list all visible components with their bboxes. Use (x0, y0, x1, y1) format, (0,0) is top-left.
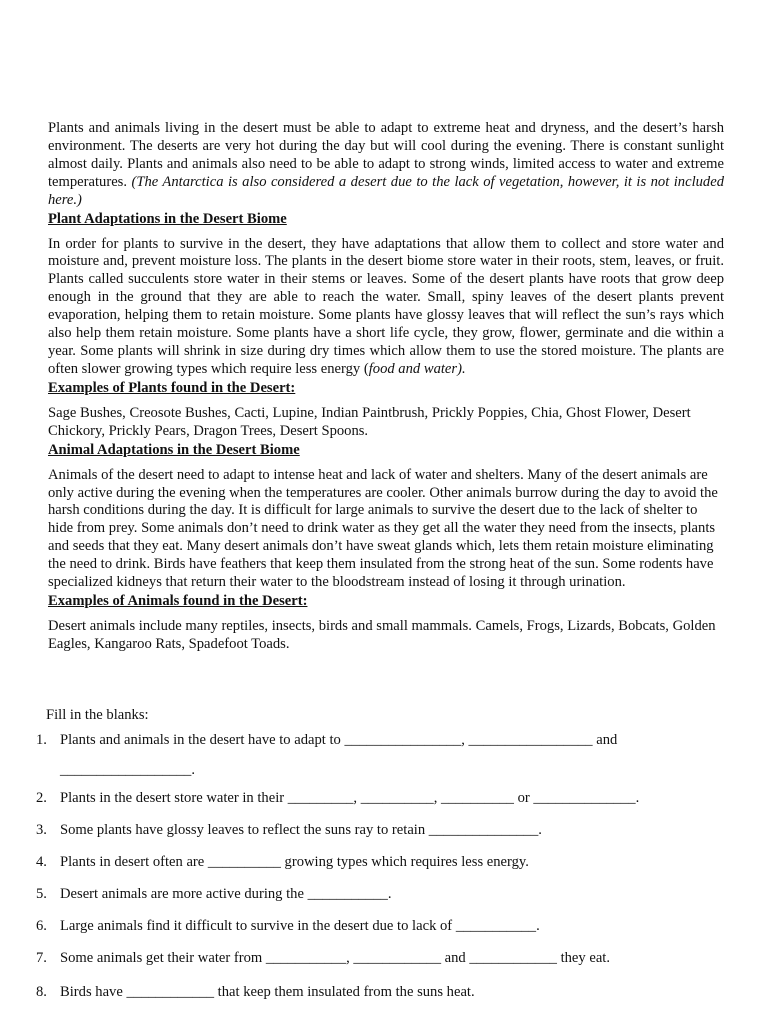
intro-italic-note: (The Antarctica is also considered a desert due to the lack of vegetation, however, it is not included here.) (48, 173, 724, 208)
question-7 (36, 949, 716, 967)
plant-adaptations-paragraph (48, 236, 724, 379)
plant-examples-paragraph: Sage Bushes, Creosote Bushes, Cacti, Lupine, Indian Paintbrush, Prickly Poppies, Chia, Ghost Flower, Desert Chickory, Prickly Pears, Dragon Trees, Desert Spoons. (48, 404, 691, 439)
question-text: Some plants have glossy leaves to reflect the suns ray to retain _______________. (60, 822, 542, 838)
question-text: Plants and animals in the desert have to adapt to ________________, _________________ and (60, 732, 618, 748)
question-5 (36, 885, 716, 903)
animal-adaptations-heading: Animal Adaptations in the Desert Biome (48, 441, 300, 458)
question-text: Plants in desert often are __________ growing types which requires less energy. (60, 854, 529, 870)
plant-examples-heading: Examples of Plants found in the Desert: (48, 379, 296, 396)
question-number: 3. (36, 822, 47, 838)
question-6 (36, 917, 716, 935)
question-3 (36, 821, 716, 839)
question-number: 7. (36, 950, 47, 966)
animal-examples-heading: Examples of Animals found in the Desert: (48, 592, 308, 609)
plant-adaptations-text: In order for plants to survive in the desert, they have adaptations that allow them to collect and store water and moisture and, prevent moisture loss. The plants in the desert biome store water in their roots, stem, leaves, or fruit. Plants called succulents store water in their stems or leaves. Some of the desert plants have roots that grow deep enough in the ground that they are able to reach the water. Small, spiny leaves of the desert plants prevent evaporation, helping them to retain moisture. Some plants have glossy leaves that will reflect the sun’s rays which also help them retain moisture. Some plants have a short life cycle, they grow, flower, germinate and die within a year. Some plants will shrink in size during dry times which allow them to use the stored moisture. The plants are often slower growing types which require less energy ( (48, 235, 724, 377)
question-number: 8. (36, 984, 47, 1000)
question-1 (36, 731, 716, 779)
animal-adaptations-paragraph: Animals of the desert need to adapt to intense heat and lack of water and shelters. Many of the desert animals are only active during the evening when the temperatures are cooler. Other animals burrow during the day to avoid the harsh conditions during the day. It is difficult for large animals to survive the desert due to the lack of shelter to hide from prey. Some animals don’t need to drink water as they get all the water they need from the insects, plants and seeds that they eat. Many desert animals don’t have sweat glands which, lets them retain moisture eliminating the need to drink. Birds have feathers that keep them insulated from the strong heat of the sun. Some rodents have specialized kidneys that return their water to the bloodstream instead of losing it through urination. (48, 466, 718, 591)
plant-adaptations-heading: Plant Adaptations in the Desert Biome (48, 210, 287, 227)
question-number: 4. (36, 854, 47, 870)
question-4 (36, 853, 716, 871)
question-text: Plants in the desert store water in their _________, __________, __________ or ______________. (60, 790, 640, 806)
question-text: Some animals get their water from ___________, ____________ and ____________ they eat. (60, 950, 611, 966)
intro-text: Plants and animals living in the desert must be able to adapt to extreme heat and dryness, and the desert’s harsh environment. The deserts are very hot during the day but will cool during the evening. There is constant sunlight almost daily. Plants and animals also need to be able to adapt to strong winds, limited access to water and extreme temperatures. (48, 120, 724, 190)
question-number: 1. (36, 732, 47, 748)
question-text: Desert animals are more active during the ___________. (60, 886, 392, 902)
question-number: 5. (36, 886, 47, 902)
question-continuation: __________________. (60, 762, 195, 778)
question-number: 2. (36, 790, 47, 806)
question-number: 6. (36, 918, 47, 934)
question-2 (36, 789, 716, 807)
intro-paragraph (48, 120, 724, 210)
animal-examples-paragraph: Desert animals include many reptiles, insects, birds and small mammals. Camels, Frogs, Lizards, Bobcats, Golden Eagles, Kangaroo Rats, Spadefoot Toads. (48, 617, 716, 652)
plant-adaptations-italic-end: food and water). (368, 360, 466, 377)
question-text: Birds have ____________ that keep them insulated from the suns heat. (60, 984, 475, 1000)
fill-in-title: Fill in the blanks: (46, 707, 149, 723)
reading-passage (48, 120, 724, 654)
question-8 (36, 983, 716, 1001)
question-text: Large animals find it difficult to survive in the desert due to lack of ___________. (60, 918, 540, 934)
